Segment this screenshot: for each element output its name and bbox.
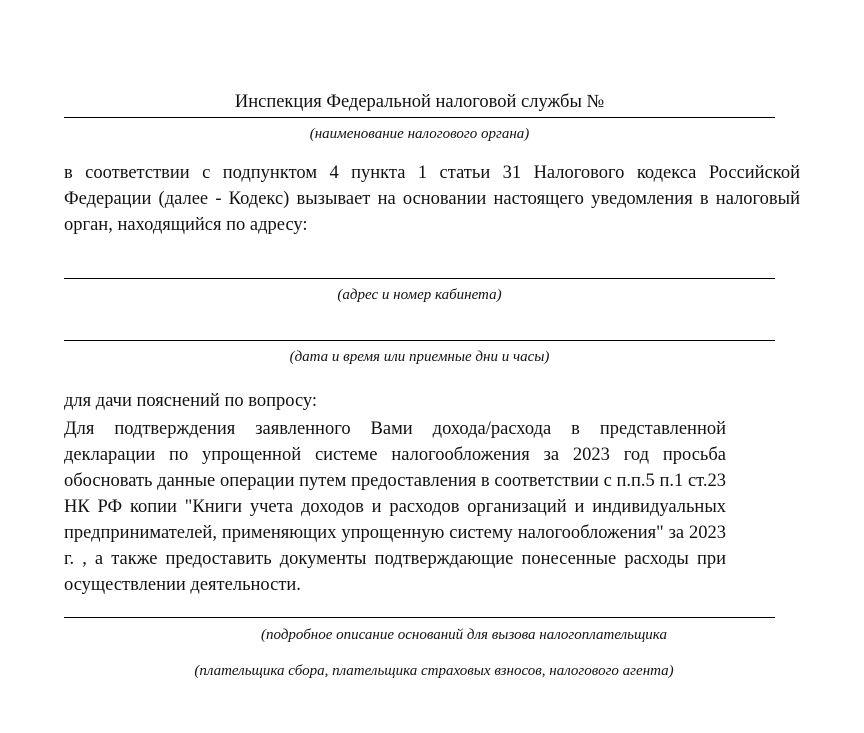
question-text: Для подтверждения заявленного Вами дохода/расхода в представленной декларации по упрощенной системе налогообложения за 2023 год просьба обосновать данные операции путем предоставления в соответствии с п.п.5 п.1 ст.23 НК РФ копии "Книги учета доходов и расходов организаций и индивидуальных предпринимателей, применяющих упрощенную систему налогообложения" за 2023 г. , а также предоставить документы подтверждающие понесенные расходы при осуществлении деятельности. (64, 419, 726, 595)
basis-caption-line2: (плательщика сбора, плательщика страховых взносов, налогового агента) (194, 663, 674, 679)
question-underline (64, 617, 775, 618)
intro-paragraph: в соответствии с подпунктом 4 пункта 1 статьи 31 Налогового кодекса Российской Федерации (далее - Кодекс) вызывает на основании настоящего уведомления в налоговый орган, находящийся по адресу: (64, 163, 800, 235)
authority-underline (64, 117, 775, 118)
address-underline (64, 278, 775, 279)
authority-title: Инспекция Федеральной налоговой службы № (234, 92, 605, 112)
basis-caption-line1: (подробное описание оснований для вызова налогоплательщика (261, 627, 667, 643)
datetime-underline (64, 340, 775, 341)
question-label: для дачи пояснений по вопросу: (64, 391, 318, 411)
authority-caption: (наименование налогового органа) (309, 126, 530, 142)
datetime-caption: (дата и время или приемные дни и часы) (289, 349, 550, 365)
address-caption: (адрес и номер кабинета) (337, 287, 502, 303)
